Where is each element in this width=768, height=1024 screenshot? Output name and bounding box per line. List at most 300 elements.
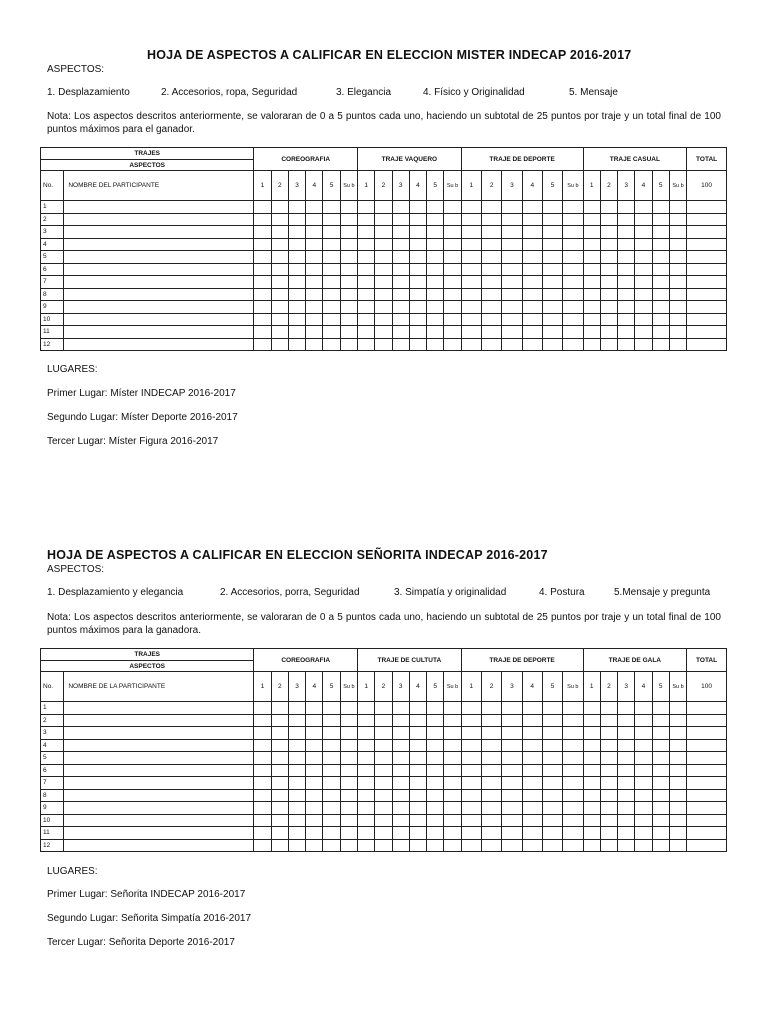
total-cell[interactable] xyxy=(687,739,727,752)
score-cell[interactable] xyxy=(427,727,444,740)
score-cell[interactable] xyxy=(358,752,375,765)
score-cell[interactable] xyxy=(583,702,600,715)
score-cell[interactable] xyxy=(618,839,635,852)
score-cell[interactable] xyxy=(600,313,617,326)
total-cell[interactable] xyxy=(687,213,727,226)
score-cell[interactable] xyxy=(306,714,323,727)
score-cell[interactable] xyxy=(306,802,323,815)
score-cell[interactable] xyxy=(652,839,669,852)
score-cell[interactable] xyxy=(306,702,323,715)
score-cell[interactable] xyxy=(635,702,652,715)
score-cell[interactable] xyxy=(563,251,583,264)
score-cell[interactable] xyxy=(583,201,600,214)
score-cell[interactable] xyxy=(271,777,288,790)
score-cell[interactable] xyxy=(481,702,501,715)
score-cell[interactable] xyxy=(323,226,340,239)
score-cell[interactable] xyxy=(481,226,501,239)
score-cell[interactable] xyxy=(306,238,323,251)
score-cell[interactable] xyxy=(600,789,617,802)
participant-name-cell[interactable] xyxy=(64,213,254,226)
score-cell[interactable] xyxy=(375,288,392,301)
score-cell[interactable] xyxy=(618,814,635,827)
score-cell[interactable] xyxy=(340,251,357,264)
score-cell[interactable] xyxy=(652,338,669,351)
participant-name-cell[interactable] xyxy=(64,777,254,790)
score-cell[interactable] xyxy=(481,313,501,326)
score-cell[interactable] xyxy=(618,213,635,226)
score-cell[interactable] xyxy=(340,739,357,752)
score-cell[interactable] xyxy=(583,839,600,852)
score-cell[interactable] xyxy=(427,764,444,777)
score-cell[interactable] xyxy=(635,752,652,765)
score-cell[interactable] xyxy=(323,338,340,351)
score-cell[interactable] xyxy=(288,238,305,251)
score-cell[interactable] xyxy=(392,777,409,790)
score-cell[interactable] xyxy=(392,288,409,301)
score-cell[interactable] xyxy=(542,326,562,339)
score-cell[interactable] xyxy=(271,251,288,264)
score-cell[interactable] xyxy=(481,777,501,790)
score-cell[interactable] xyxy=(542,288,562,301)
score-cell[interactable] xyxy=(392,814,409,827)
score-cell[interactable] xyxy=(340,213,357,226)
score-cell[interactable] xyxy=(409,764,426,777)
total-cell[interactable] xyxy=(687,752,727,765)
score-cell[interactable] xyxy=(652,251,669,264)
score-cell[interactable] xyxy=(481,827,501,840)
score-cell[interactable] xyxy=(409,739,426,752)
total-cell[interactable] xyxy=(687,338,727,351)
score-cell[interactable] xyxy=(461,238,481,251)
score-cell[interactable] xyxy=(542,839,562,852)
score-cell[interactable] xyxy=(635,326,652,339)
score-cell[interactable] xyxy=(669,326,686,339)
score-cell[interactable] xyxy=(600,739,617,752)
score-cell[interactable] xyxy=(306,777,323,790)
total-cell[interactable] xyxy=(687,714,727,727)
score-cell[interactable] xyxy=(427,714,444,727)
score-cell[interactable] xyxy=(392,752,409,765)
score-cell[interactable] xyxy=(306,338,323,351)
total-cell[interactable] xyxy=(687,827,727,840)
score-cell[interactable] xyxy=(254,213,271,226)
score-cell[interactable] xyxy=(461,338,481,351)
score-cell[interactable] xyxy=(522,288,542,301)
score-cell[interactable] xyxy=(669,789,686,802)
score-cell[interactable] xyxy=(635,213,652,226)
score-cell[interactable] xyxy=(409,213,426,226)
score-cell[interactable] xyxy=(358,213,375,226)
participant-name-cell[interactable] xyxy=(64,276,254,289)
score-cell[interactable] xyxy=(288,714,305,727)
score-cell[interactable] xyxy=(409,276,426,289)
score-cell[interactable] xyxy=(288,213,305,226)
score-cell[interactable] xyxy=(652,326,669,339)
score-cell[interactable] xyxy=(358,201,375,214)
score-cell[interactable] xyxy=(652,301,669,314)
score-cell[interactable] xyxy=(409,263,426,276)
score-cell[interactable] xyxy=(271,739,288,752)
score-cell[interactable] xyxy=(375,238,392,251)
score-cell[interactable] xyxy=(652,226,669,239)
score-cell[interactable] xyxy=(358,338,375,351)
score-cell[interactable] xyxy=(409,727,426,740)
participant-name-cell[interactable] xyxy=(64,802,254,815)
score-cell[interactable] xyxy=(669,251,686,264)
score-cell[interactable] xyxy=(618,789,635,802)
score-cell[interactable] xyxy=(652,213,669,226)
score-cell[interactable] xyxy=(563,338,583,351)
score-cell[interactable] xyxy=(635,238,652,251)
score-cell[interactable] xyxy=(271,326,288,339)
score-cell[interactable] xyxy=(358,839,375,852)
score-cell[interactable] xyxy=(563,802,583,815)
score-cell[interactable] xyxy=(600,226,617,239)
score-cell[interactable] xyxy=(600,727,617,740)
score-cell[interactable] xyxy=(583,338,600,351)
participant-name-cell[interactable] xyxy=(64,326,254,339)
score-cell[interactable] xyxy=(618,802,635,815)
score-cell[interactable] xyxy=(481,764,501,777)
score-cell[interactable] xyxy=(254,338,271,351)
score-cell[interactable] xyxy=(652,727,669,740)
score-cell[interactable] xyxy=(669,226,686,239)
score-cell[interactable] xyxy=(669,338,686,351)
score-cell[interactable] xyxy=(254,263,271,276)
score-cell[interactable] xyxy=(306,739,323,752)
total-cell[interactable] xyxy=(687,802,727,815)
score-cell[interactable] xyxy=(427,301,444,314)
score-cell[interactable] xyxy=(652,276,669,289)
score-cell[interactable] xyxy=(600,714,617,727)
score-cell[interactable] xyxy=(635,263,652,276)
score-cell[interactable] xyxy=(635,739,652,752)
score-cell[interactable] xyxy=(522,727,542,740)
score-cell[interactable] xyxy=(392,313,409,326)
score-cell[interactable] xyxy=(600,213,617,226)
total-cell[interactable] xyxy=(687,764,727,777)
score-cell[interactable] xyxy=(669,714,686,727)
score-cell[interactable] xyxy=(583,313,600,326)
score-cell[interactable] xyxy=(481,752,501,765)
score-cell[interactable] xyxy=(254,301,271,314)
total-cell[interactable] xyxy=(687,814,727,827)
score-cell[interactable] xyxy=(254,739,271,752)
score-cell[interactable] xyxy=(375,313,392,326)
score-cell[interactable] xyxy=(481,802,501,815)
score-cell[interactable] xyxy=(409,814,426,827)
score-cell[interactable] xyxy=(358,226,375,239)
score-cell[interactable] xyxy=(563,714,583,727)
score-cell[interactable] xyxy=(323,764,340,777)
score-cell[interactable] xyxy=(271,313,288,326)
score-cell[interactable] xyxy=(444,288,461,301)
score-cell[interactable] xyxy=(461,201,481,214)
score-cell[interactable] xyxy=(635,777,652,790)
score-cell[interactable] xyxy=(583,739,600,752)
score-cell[interactable] xyxy=(375,702,392,715)
score-cell[interactable] xyxy=(461,263,481,276)
score-cell[interactable] xyxy=(288,739,305,752)
score-cell[interactable] xyxy=(669,263,686,276)
score-cell[interactable] xyxy=(444,263,461,276)
score-cell[interactable] xyxy=(288,313,305,326)
score-cell[interactable] xyxy=(306,226,323,239)
score-cell[interactable] xyxy=(669,739,686,752)
score-cell[interactable] xyxy=(635,201,652,214)
score-cell[interactable] xyxy=(375,226,392,239)
score-cell[interactable] xyxy=(461,276,481,289)
score-cell[interactable] xyxy=(392,727,409,740)
score-cell[interactable] xyxy=(542,802,562,815)
score-cell[interactable] xyxy=(669,814,686,827)
score-cell[interactable] xyxy=(288,839,305,852)
score-cell[interactable] xyxy=(522,263,542,276)
score-cell[interactable] xyxy=(563,276,583,289)
score-cell[interactable] xyxy=(563,777,583,790)
score-cell[interactable] xyxy=(563,213,583,226)
score-cell[interactable] xyxy=(271,276,288,289)
participant-name-cell[interactable] xyxy=(64,739,254,752)
score-cell[interactable] xyxy=(669,764,686,777)
score-cell[interactable] xyxy=(340,827,357,840)
score-cell[interactable] xyxy=(502,276,522,289)
score-cell[interactable] xyxy=(288,789,305,802)
score-cell[interactable] xyxy=(502,263,522,276)
score-cell[interactable] xyxy=(444,839,461,852)
participant-name-cell[interactable] xyxy=(64,226,254,239)
score-cell[interactable] xyxy=(358,802,375,815)
score-cell[interactable] xyxy=(600,752,617,765)
score-cell[interactable] xyxy=(542,702,562,715)
score-cell[interactable] xyxy=(502,301,522,314)
score-cell[interactable] xyxy=(542,739,562,752)
score-cell[interactable] xyxy=(392,238,409,251)
score-cell[interactable] xyxy=(288,326,305,339)
score-cell[interactable] xyxy=(254,251,271,264)
score-cell[interactable] xyxy=(583,288,600,301)
score-cell[interactable] xyxy=(271,727,288,740)
score-cell[interactable] xyxy=(340,238,357,251)
score-cell[interactable] xyxy=(271,714,288,727)
score-cell[interactable] xyxy=(340,201,357,214)
score-cell[interactable] xyxy=(583,777,600,790)
score-cell[interactable] xyxy=(563,752,583,765)
score-cell[interactable] xyxy=(618,739,635,752)
score-cell[interactable] xyxy=(563,789,583,802)
score-cell[interactable] xyxy=(522,752,542,765)
score-cell[interactable] xyxy=(522,338,542,351)
score-cell[interactable] xyxy=(600,814,617,827)
score-cell[interactable] xyxy=(583,827,600,840)
score-cell[interactable] xyxy=(522,251,542,264)
score-cell[interactable] xyxy=(502,739,522,752)
score-cell[interactable] xyxy=(323,288,340,301)
score-cell[interactable] xyxy=(542,263,562,276)
score-cell[interactable] xyxy=(306,752,323,765)
participant-name-cell[interactable] xyxy=(64,301,254,314)
score-cell[interactable] xyxy=(323,839,340,852)
score-cell[interactable] xyxy=(542,313,562,326)
score-cell[interactable] xyxy=(618,201,635,214)
participant-name-cell[interactable] xyxy=(64,702,254,715)
score-cell[interactable] xyxy=(652,263,669,276)
score-cell[interactable] xyxy=(461,702,481,715)
score-cell[interactable] xyxy=(340,276,357,289)
score-cell[interactable] xyxy=(635,839,652,852)
score-cell[interactable] xyxy=(323,276,340,289)
score-cell[interactable] xyxy=(340,789,357,802)
score-cell[interactable] xyxy=(652,702,669,715)
score-cell[interactable] xyxy=(502,827,522,840)
score-cell[interactable] xyxy=(306,301,323,314)
score-cell[interactable] xyxy=(409,313,426,326)
score-cell[interactable] xyxy=(375,752,392,765)
score-cell[interactable] xyxy=(392,827,409,840)
score-cell[interactable] xyxy=(358,276,375,289)
score-cell[interactable] xyxy=(340,301,357,314)
score-cell[interactable] xyxy=(618,827,635,840)
score-cell[interactable] xyxy=(502,789,522,802)
score-cell[interactable] xyxy=(652,827,669,840)
score-cell[interactable] xyxy=(288,301,305,314)
score-cell[interactable] xyxy=(583,238,600,251)
score-cell[interactable] xyxy=(444,276,461,289)
score-cell[interactable] xyxy=(271,238,288,251)
score-cell[interactable] xyxy=(522,739,542,752)
score-cell[interactable] xyxy=(306,213,323,226)
score-cell[interactable] xyxy=(502,201,522,214)
total-cell[interactable] xyxy=(687,251,727,264)
score-cell[interactable] xyxy=(340,777,357,790)
score-cell[interactable] xyxy=(358,326,375,339)
participant-name-cell[interactable] xyxy=(64,313,254,326)
score-cell[interactable] xyxy=(375,777,392,790)
score-cell[interactable] xyxy=(461,802,481,815)
score-cell[interactable] xyxy=(502,313,522,326)
score-cell[interactable] xyxy=(375,251,392,264)
score-cell[interactable] xyxy=(427,213,444,226)
score-cell[interactable] xyxy=(635,827,652,840)
score-cell[interactable] xyxy=(502,251,522,264)
score-cell[interactable] xyxy=(563,702,583,715)
score-cell[interactable] xyxy=(306,814,323,827)
score-cell[interactable] xyxy=(323,301,340,314)
score-cell[interactable] xyxy=(563,288,583,301)
score-cell[interactable] xyxy=(427,827,444,840)
score-cell[interactable] xyxy=(444,814,461,827)
score-cell[interactable] xyxy=(358,238,375,251)
score-cell[interactable] xyxy=(340,226,357,239)
score-cell[interactable] xyxy=(254,702,271,715)
score-cell[interactable] xyxy=(306,251,323,264)
score-cell[interactable] xyxy=(461,777,481,790)
score-cell[interactable] xyxy=(669,301,686,314)
score-cell[interactable] xyxy=(600,288,617,301)
score-cell[interactable] xyxy=(635,276,652,289)
score-cell[interactable] xyxy=(409,752,426,765)
score-cell[interactable] xyxy=(669,839,686,852)
score-cell[interactable] xyxy=(522,276,542,289)
score-cell[interactable] xyxy=(618,326,635,339)
score-cell[interactable] xyxy=(427,251,444,264)
score-cell[interactable] xyxy=(600,764,617,777)
score-cell[interactable] xyxy=(271,764,288,777)
score-cell[interactable] xyxy=(669,727,686,740)
score-cell[interactable] xyxy=(306,827,323,840)
score-cell[interactable] xyxy=(583,727,600,740)
score-cell[interactable] xyxy=(444,238,461,251)
score-cell[interactable] xyxy=(409,702,426,715)
score-cell[interactable] xyxy=(444,764,461,777)
score-cell[interactable] xyxy=(600,802,617,815)
score-cell[interactable] xyxy=(444,702,461,715)
score-cell[interactable] xyxy=(542,777,562,790)
score-cell[interactable] xyxy=(461,739,481,752)
score-cell[interactable] xyxy=(375,814,392,827)
score-cell[interactable] xyxy=(427,789,444,802)
score-cell[interactable] xyxy=(375,201,392,214)
score-cell[interactable] xyxy=(618,238,635,251)
score-cell[interactable] xyxy=(522,827,542,840)
score-cell[interactable] xyxy=(427,263,444,276)
score-cell[interactable] xyxy=(635,727,652,740)
score-cell[interactable] xyxy=(618,727,635,740)
participant-name-cell[interactable] xyxy=(64,839,254,852)
score-cell[interactable] xyxy=(502,727,522,740)
score-cell[interactable] xyxy=(306,326,323,339)
score-cell[interactable] xyxy=(502,814,522,827)
score-cell[interactable] xyxy=(583,263,600,276)
score-cell[interactable] xyxy=(392,213,409,226)
score-cell[interactable] xyxy=(652,777,669,790)
participant-name-cell[interactable] xyxy=(64,201,254,214)
score-cell[interactable] xyxy=(583,789,600,802)
score-cell[interactable] xyxy=(288,288,305,301)
score-cell[interactable] xyxy=(461,313,481,326)
score-cell[interactable] xyxy=(392,789,409,802)
score-cell[interactable] xyxy=(481,814,501,827)
score-cell[interactable] xyxy=(306,764,323,777)
score-cell[interactable] xyxy=(481,201,501,214)
participant-name-cell[interactable] xyxy=(64,827,254,840)
participant-name-cell[interactable] xyxy=(64,263,254,276)
score-cell[interactable] xyxy=(375,827,392,840)
score-cell[interactable] xyxy=(542,764,562,777)
score-cell[interactable] xyxy=(288,727,305,740)
score-cell[interactable] xyxy=(669,777,686,790)
score-cell[interactable] xyxy=(271,789,288,802)
score-cell[interactable] xyxy=(542,226,562,239)
score-cell[interactable] xyxy=(522,814,542,827)
score-cell[interactable] xyxy=(563,764,583,777)
participant-name-cell[interactable] xyxy=(64,238,254,251)
score-cell[interactable] xyxy=(635,251,652,264)
score-cell[interactable] xyxy=(271,802,288,815)
score-cell[interactable] xyxy=(522,313,542,326)
score-cell[interactable] xyxy=(461,226,481,239)
score-cell[interactable] xyxy=(358,251,375,264)
score-cell[interactable] xyxy=(444,226,461,239)
score-cell[interactable] xyxy=(427,226,444,239)
score-cell[interactable] xyxy=(254,827,271,840)
score-cell[interactable] xyxy=(375,276,392,289)
score-cell[interactable] xyxy=(340,802,357,815)
score-cell[interactable] xyxy=(481,213,501,226)
score-cell[interactable] xyxy=(542,276,562,289)
score-cell[interactable] xyxy=(288,802,305,815)
score-cell[interactable] xyxy=(444,777,461,790)
